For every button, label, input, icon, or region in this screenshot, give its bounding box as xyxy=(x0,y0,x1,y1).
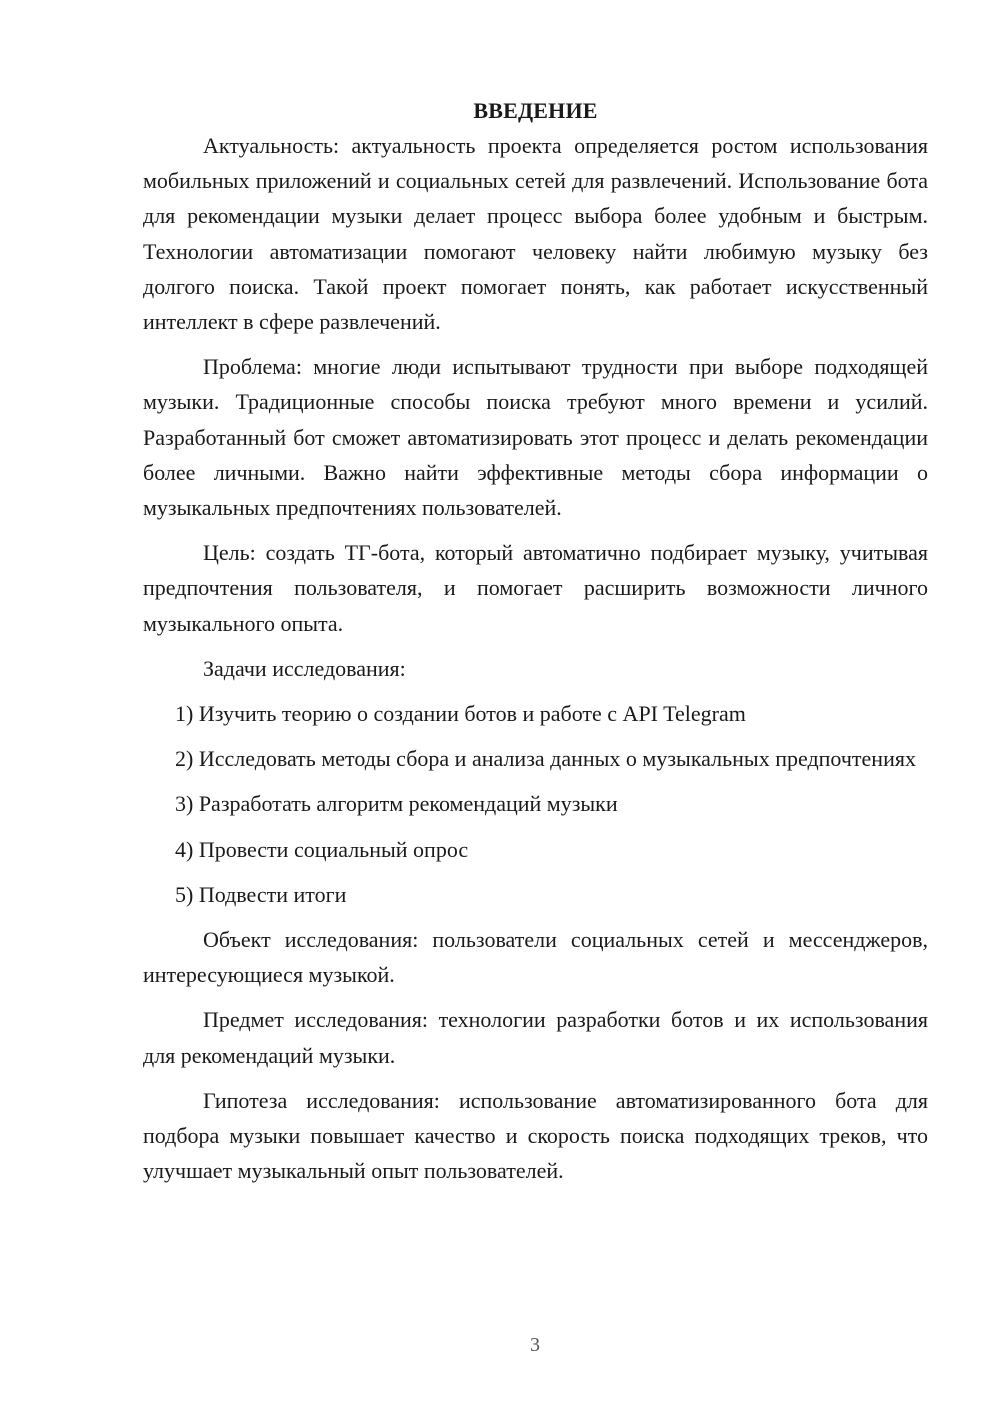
paragraph-goal: Цель: создать ТГ-бота, который автоматично подбирает музыку, учитывая предпочтения пользователя, и помогает расширить возможности личного музыкального опыта. xyxy=(143,540,928,636)
page-title: ВВЕДЕНИЕ xyxy=(473,98,598,123)
paragraph-subject: Предмет исследования: технологии разработки ботов и их использования для рекомендаций музыки. xyxy=(143,1007,928,1068)
paragraph-problem: Проблема: многие люди испытывают трудности при выборе подходящей музыки. Традиционные способы поиска требуют много времени и усилий. Разработанный бот сможет автоматизировать этот процесс и делать рекомендации более личными. Важно найти эффективные методы сбора информации о музыкальных предпочтениях пользователей. xyxy=(143,354,928,521)
list-item: 3) Разработать алгоритм рекомендаций музыки xyxy=(175,791,618,817)
page-number: 3 xyxy=(530,1334,540,1356)
list-item: 4) Провести социальный опрос xyxy=(175,836,469,862)
list-item: 1) Изучить теорию о создании ботов и работе с API Telegram xyxy=(175,701,746,727)
tasks-heading: Задачи исследования: xyxy=(203,655,406,681)
list-item: 2) Исследовать методы сбора и анализа данных о музыкальных предпочтениях xyxy=(175,746,916,772)
paragraph-hypothesis: Гипотеза исследования: использование автоматизированного бота для подбора музыки повышает качество и скорость поиска подходящих треков, что улучшает музыкальный опыт пользователей. xyxy=(143,1087,928,1184)
list-item: 5) Подвести итоги xyxy=(175,881,347,907)
document-page xyxy=(143,96,928,1198)
paragraph-object: Объект исследования: пользователи социальных сетей и мессенджеров, интересующиеся музыкой. xyxy=(143,927,928,988)
tasks-list xyxy=(143,696,928,912)
paragraph-relevance: Актуальность: актуальность проекта определяется ростом использования мобильных приложений и социальных сетей для развлечений. Использование бота для рекомендации музыки делает процесс выбора более удобным и быстрым. Технологии автоматизации помогают человеку найти любимую музыку без долгого поиска. Такой проект помогает понять, как работает искусственный интеллект в сфере развлечений. xyxy=(143,133,928,335)
